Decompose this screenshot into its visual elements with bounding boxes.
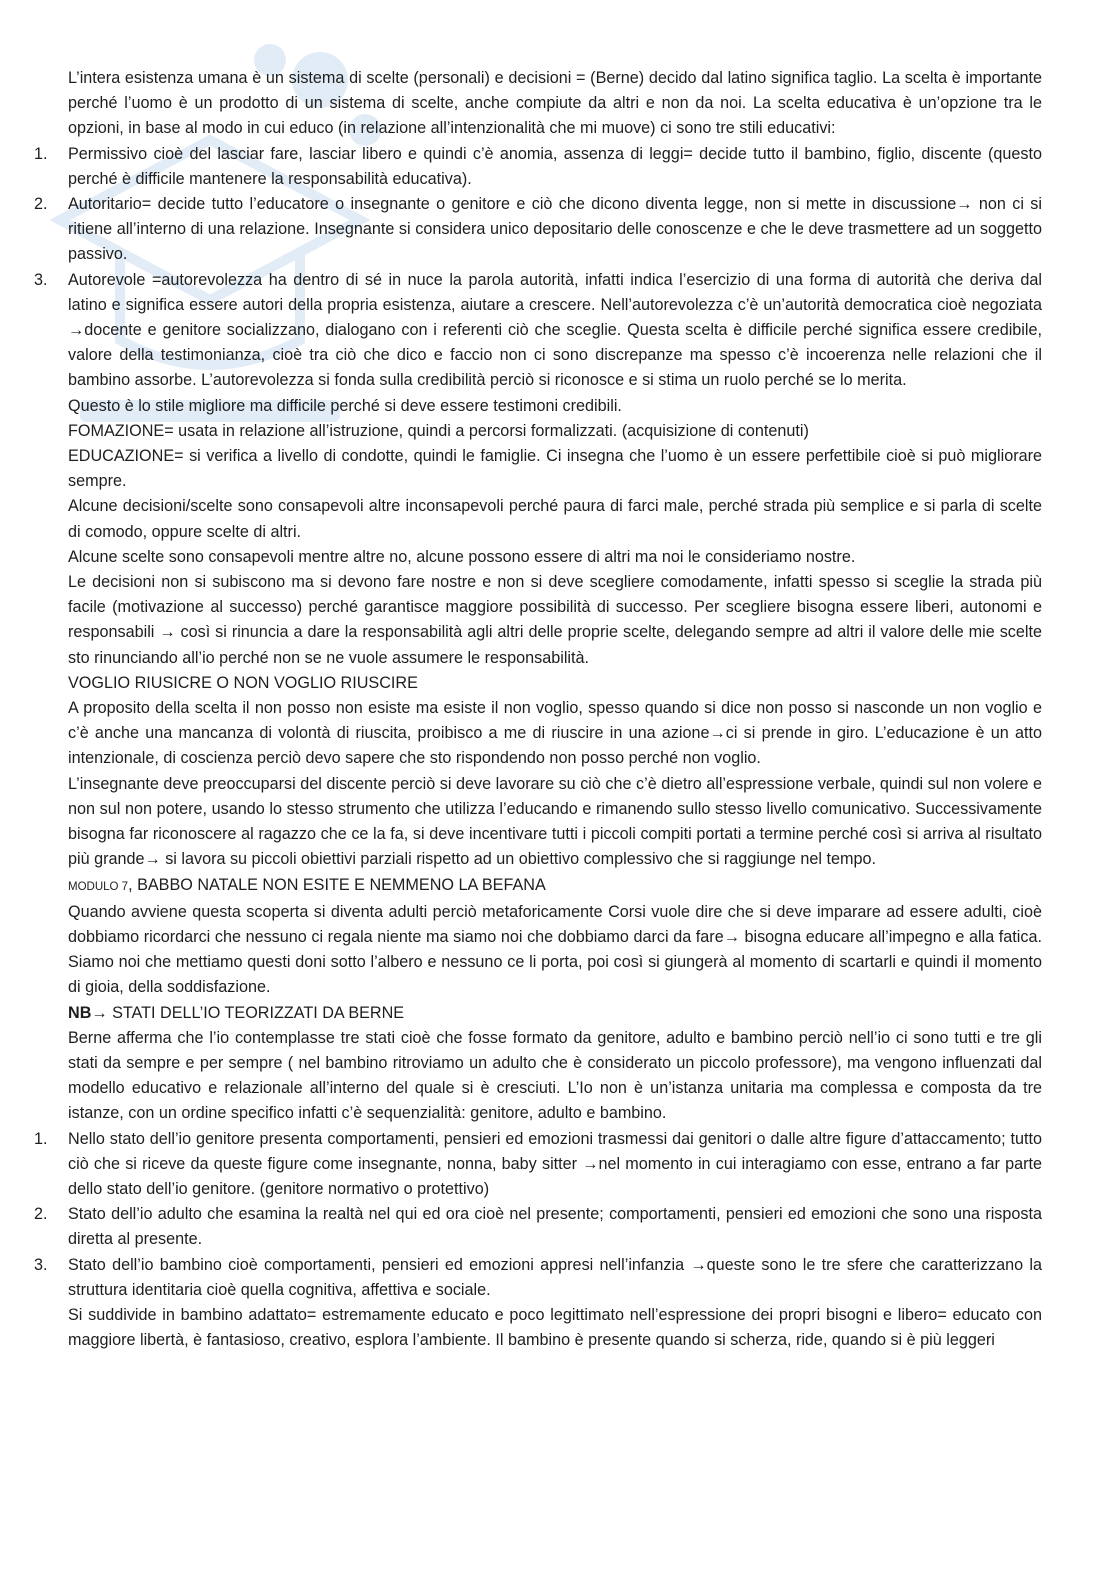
paragraph-babbo-natale: Quando avviene questa scoperta si diventa adulti perciò metaforicamente Corsi vuole dire che si deve imparare ad essere adulti, cioè dobbiamo ricordarci che nessuno ci regala niente ma siamo noi che dobbiamo darci da fare→ bisogna educare all’impegno e alla fatica. Siamo noi che mettiamo questi doni sotto l’albero e nessuno ce li porta, poi così si giungerà al momento di scartarli e quindi il momento di gioia, della soddisfazione. <box>68 902 1042 997</box>
paragraph-insegnante: L’insegnante deve preoccuparsi del discente perciò si deve lavorare su ciò che c’è dietro all’espressione verbale, quindi sul non volere e non sul non potere, usando lo stesso strumento che utilizza l’educando e rimanendo sullo stesso livello comunicativo. Successivamente bisogna far riconoscere al ragazzo che ce la fa, si deve incentivare tutti i piccoli compiti portati a termine perché così si arriva al risultato più grande→ si lavora su piccoli obiettivi parziali rispetto ad un obiettivo complessivo che si raggiunge nel tempo. <box>68 774 1042 869</box>
list-text: Autoritario= decide tutto l’educatore o insegnante o genitore e ciò che dicono diventa legge, non si mette in discussione→ non ci si ritiene all’interno di una relazione. Insegnante si considera unico depositario delle conoscenze e che le deve trasmettere ad un soggetto passivo. <box>68 195 1042 264</box>
intro-paragraph: L’intera esistenza umana è un sistema di scelte (personali) e decisioni = (Berne) decido dal latino significa taglio. La scelta è importante perché l’uomo è un prodotto di un sistema di scelte, anche compiute da altri e non da noi. La scelta educativa è un’opzione tra le opzioni, in base al modo in cui educo (in relazione all’intenzionalità che mi muove) ci sono tre stili educativi: <box>68 69 1042 138</box>
list-item-state-1 <box>34 1127 1042 1203</box>
heading-stati-io <box>68 1001 1042 1026</box>
modulo-label: MODULO 7 <box>68 880 129 893</box>
paragraph-berne: Berne afferma che l’io contemplasse tre stati cioè che fosse formato da genitore, adulto e bambino perciò nell’io ci sono tutti e tre gli stati da sempre e per sempre ( nel bambino ritroviamo un adulto che è considerato un piccolo professore), ma vengono influenzati dal modello educativo e relazionale all’interno del quale si è cresciuti. L’Io non è un’istanza unitaria ma complessa e composta da tre istanze, con un ordine specifico infatti c’è sequenzialità: genitore, adulto e bambino. <box>68 1028 1042 1123</box>
list-text: Permissivo cioè del lasciar fare, lasciar libero e quindi c’è anomia, assenza di leggi= decide tutto il bambino, figlio, discente (questo perché è difficile mantenere la responsabilità educativa). <box>68 144 1042 188</box>
list-text: Autorevole =autorevolezza ha dentro di sé in nuce la parola autorità, infatti indica l’esercizio di una forma di autorità che deriva dal latino e significa essere autori della propria esistenza, aiutare a crescere. Nell’autorevolezza c’è un’autorità democratica cioè negoziata →docente e genitore socializzano, dialogano con i referenti ciò che sceglie. Questa scelta è difficile perché significa essere credibile, valore della testimonianza, cioè tra ciò che dico e faccio non ci sono discrepanze ma spesso c’è incoerenza nelle relazioni che il bambino assorbe. L’autorevolezza si fonda sulla credibilità perciò si riconosce e si stima un ruolo perché se lo merita. <box>68 270 1042 390</box>
list-item-style-2 <box>34 192 1042 268</box>
paragraph-best-style: Questo è lo stile migliore ma difficile perché si deve essere testimoni credibili. <box>68 396 622 415</box>
list-item-state-2 <box>34 1202 1042 1252</box>
paragraph-subiscono: Le decisioni non si subiscono ma si devono fare nostre e non si deve scegliere comodamente, infatti spesso si sceglie la strada più facile (motivazione al successo) perché garantisce maggiore possibilità di successo. Per scegliere bisogna essere liberi, autonomi e responsabili → così si rinuncia a dare la responsabilità agli altri delle proprie scelte, delegando sempre ad altri il valore delle mie scelte sto rinunciando all’io perché non se ne vuole assumere le responsabilità. <box>68 573 1042 667</box>
paragraph-final: Si suddivide in bambino adattato= estremamente educato e poco legittimato nell’espressione dei propri bisogni e libero= educato con maggiore libertà, è fantasioso, creativo, esplora l’ambiente. Il bambino è presente quando si scherza, ride, quando si è più leggeri <box>68 1305 1042 1350</box>
paragraph-non-posso: A proposito della scelta il non posso non esiste ma esiste il non voglio, spesso quando si dice non posso si nasconde un non voglio e c’è anche una mancanza di volontà di riuscita, proibisco a me di riuscire in una azione→ci si prende in giro. L’educazione è un atto intenzionale, di coscienza perciò devo sapere che sto rispondendo non posso perché non voglio. <box>68 699 1042 768</box>
heading-voglio: VOGLIO RIUSICRE O NON VOGLIO RIUSCIRE <box>68 673 418 692</box>
paragraph-educazione: EDUCAZIONE= si verifica a livello di condotte, quindi le famiglie. Ci insegna che l’uomo è un essere perfettibile cioè si può migliorare sempre. <box>68 447 1042 491</box>
list-number: 1. <box>34 1129 48 1148</box>
list-text: Stato dell’io bambino cioè comportamenti, pensieri ed emozioni appresi nell’infanzia →queste sono le tre sfere che caratterizzano la struttura identitaria cioè quella cognitiva, affettiva e sociale. <box>68 1255 1042 1299</box>
list-number: 2. <box>34 1205 48 1224</box>
list-text: Nello stato dell’io genitore presenta comportamenti, pensieri ed emozioni trasmessi dai genitori o dalle altre figure d’attaccamento; tutto ciò che si riceve da queste figure come insegnante, nonna, baby sitter →nel momento in cui interagiamo con esse, entrano a far parte dello stato dell’io genitore. (genitore normativo o protettivo) <box>68 1129 1042 1198</box>
nb-label: NB→ <box>68 1003 108 1022</box>
stati-title: STATI DELL’IO TEORIZZATI DA BERNE <box>107 1003 405 1022</box>
list-number: 2. <box>34 195 48 214</box>
list-number: 1. <box>34 144 48 163</box>
heading-modulo-7 <box>68 873 1042 900</box>
list-item-state-3 <box>34 1253 1042 1303</box>
list-number: 3. <box>34 270 48 289</box>
list-item-style-1 <box>34 142 1042 192</box>
list-number: 3. <box>34 1255 48 1274</box>
list-text: Stato dell’io adulto che esamina la realtà nel qui ed ora cioè nel presente; comportamenti, pensieri ed emozioni che sono una risposta diretta al presente. <box>68 1205 1042 1249</box>
document-body <box>34 66 1042 1353</box>
paragraph-consapevoli: Alcune scelte sono consapevoli mentre altre no, alcune possono essere di altri ma noi le consideriamo nostre. <box>68 547 856 566</box>
list-item-style-3 <box>34 268 1042 394</box>
paragraph-decisioni: Alcune decisioni/scelte sono consapevoli altre inconsapevoli perché paura di farci male, perché strada più semplice e si parla di scelte di comodo, oppure scelte di altri. <box>68 497 1042 541</box>
modulo-title: , BABBO NATALE NON ESITE E NEMMENO LA BEFANA <box>128 875 546 894</box>
paragraph-formazione: FOMAZIONE= usata in relazione all’istruzione, quindi a percorsi formalizzati. (acquisizione di contenuti) <box>68 421 809 440</box>
